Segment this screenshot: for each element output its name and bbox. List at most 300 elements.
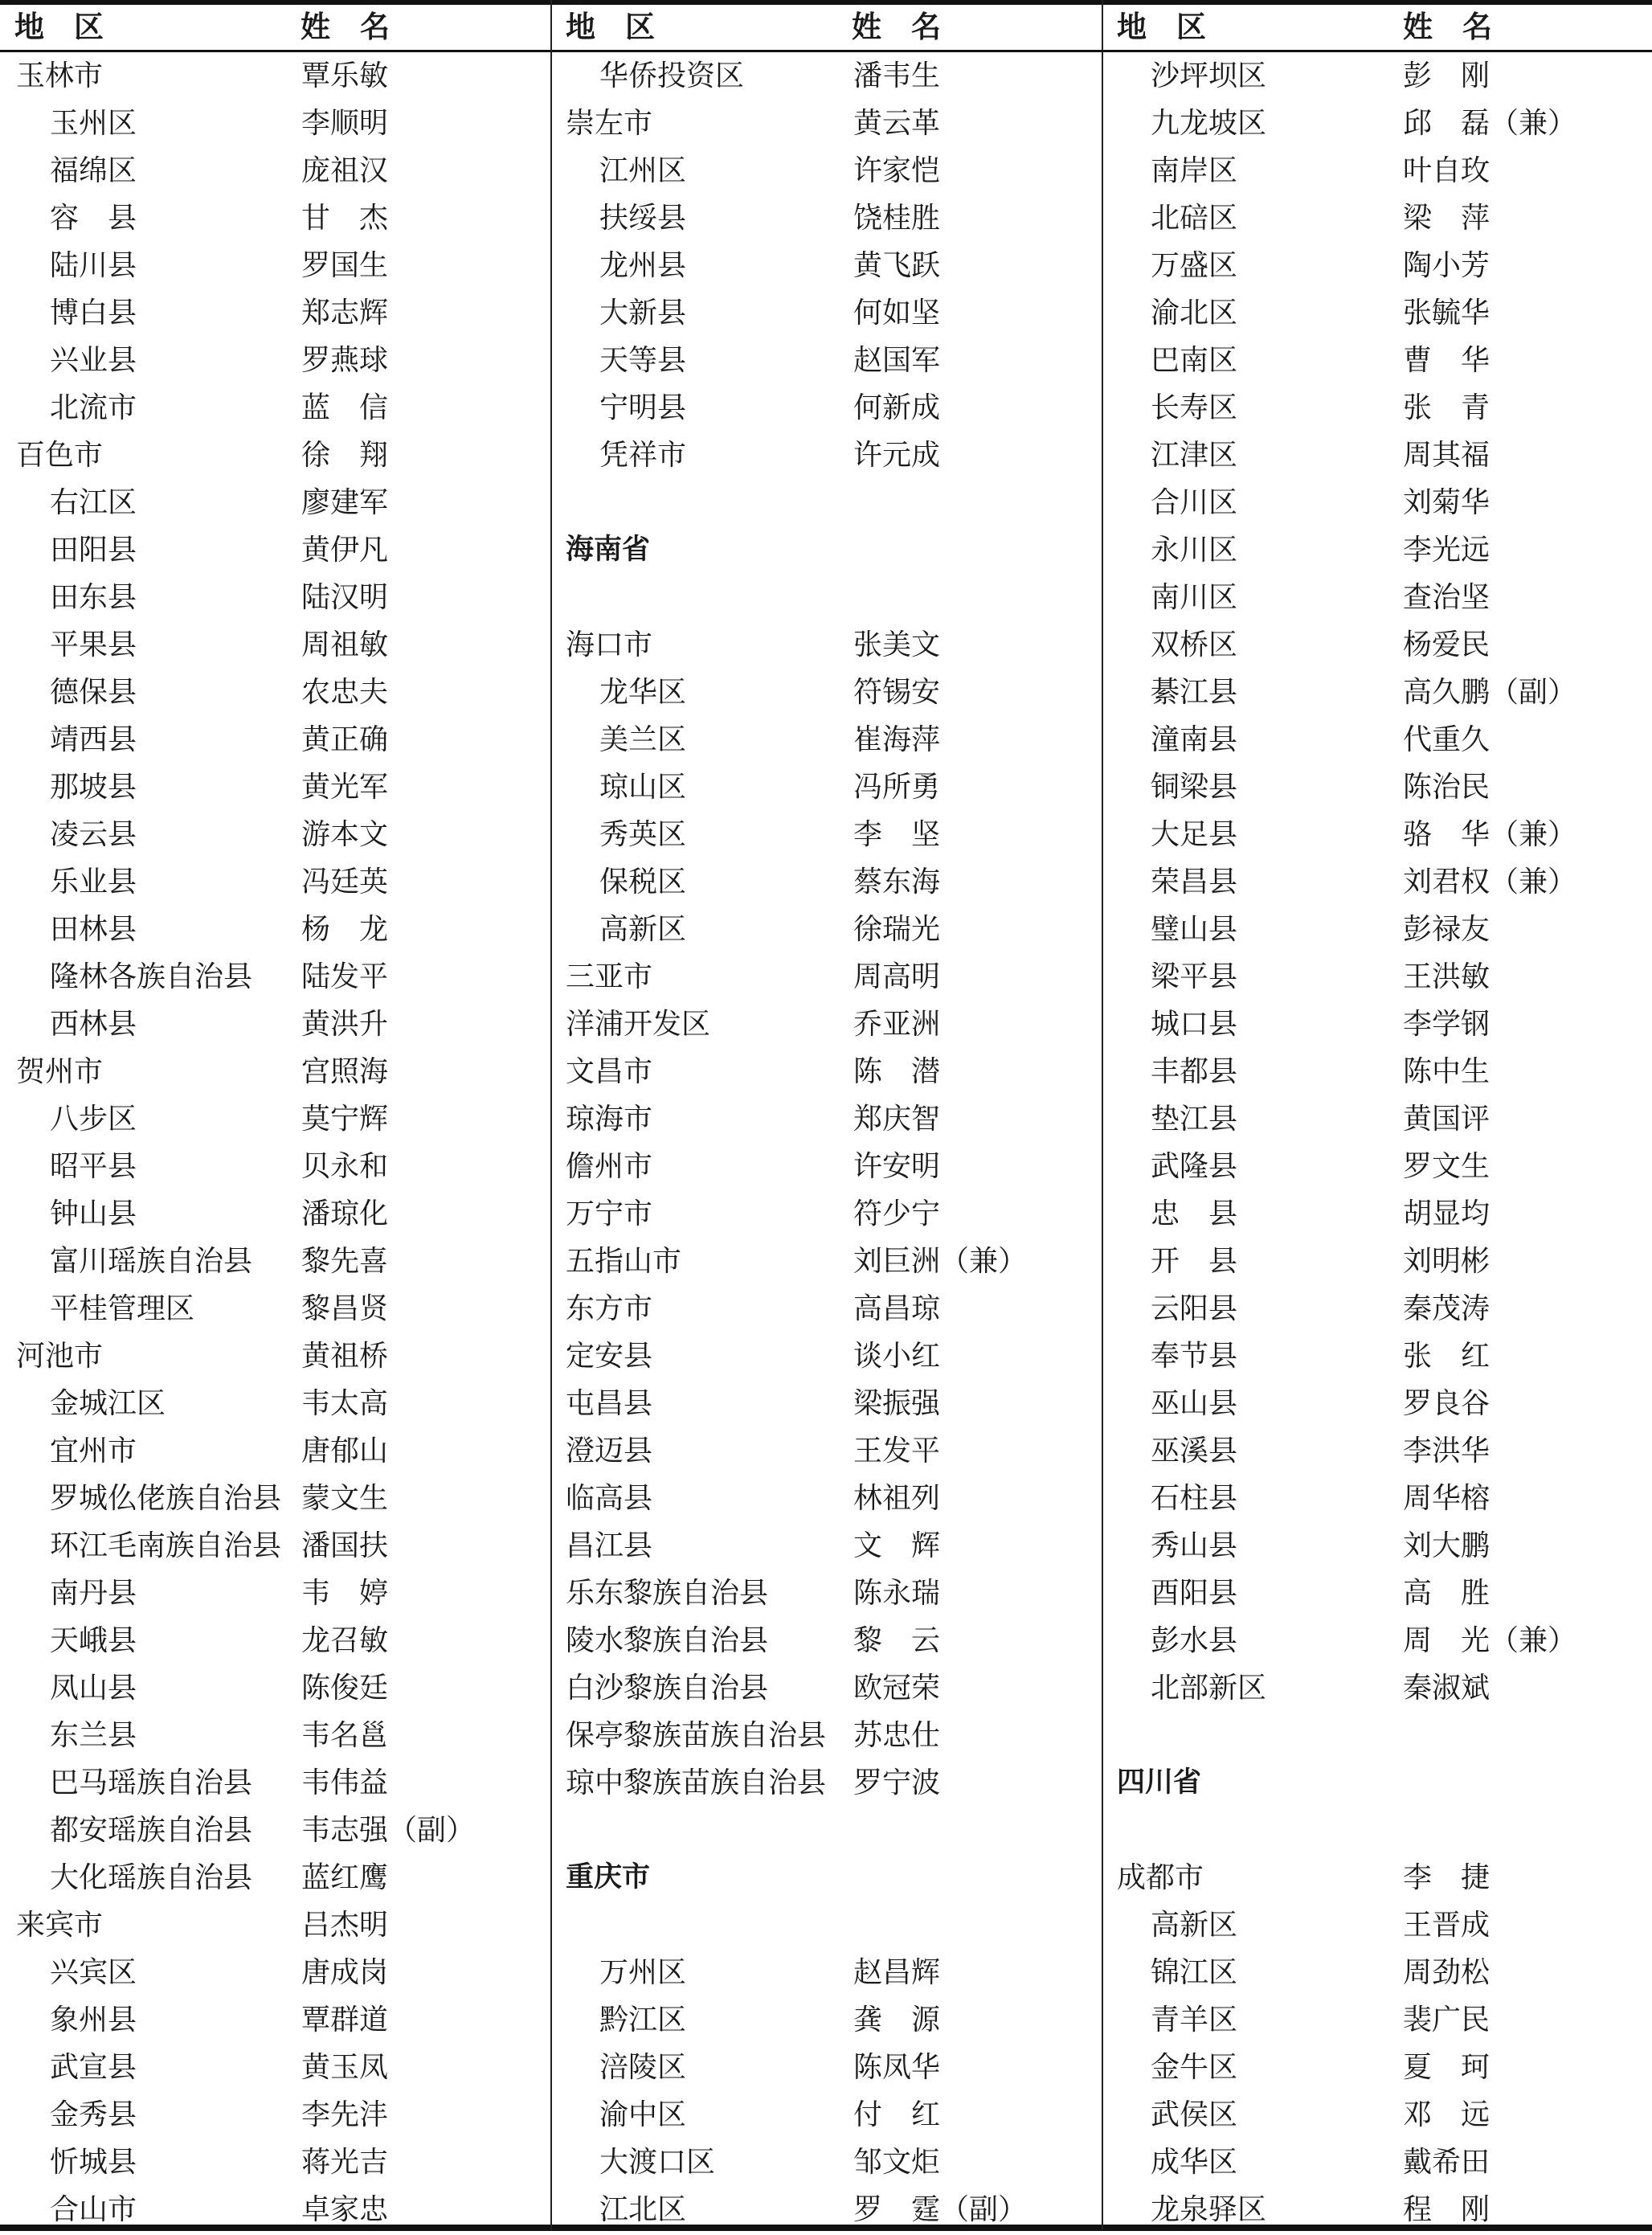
official-name: 莫宁辉 <box>301 1103 389 1136</box>
region-name: 潼南县 <box>1151 723 1238 756</box>
list-item <box>16 1522 538 1570</box>
region-name: 秀山县 <box>1151 1529 1238 1562</box>
list-item <box>1117 1949 1639 1996</box>
region-name: 黔江区 <box>599 2004 687 2036</box>
region-name: 合山市 <box>50 2193 137 2226</box>
list-item <box>1117 716 1639 763</box>
column-header-region: 地 区 <box>1117 10 1206 44</box>
official-name: 韦太高 <box>301 1387 389 1420</box>
official-name: 冯所勇 <box>853 771 941 804</box>
region-name: 容 县 <box>50 202 137 235</box>
official-name: 龙召敏 <box>301 1624 389 1657</box>
region-name: 乐业县 <box>50 866 137 899</box>
region-name: 丰都县 <box>1151 1055 1238 1088</box>
list-item <box>16 2044 538 2091</box>
official-name: 罗燕球 <box>301 344 389 377</box>
list-item <box>566 716 1088 763</box>
list-item <box>566 1380 1088 1427</box>
official-name: 庞祖汉 <box>301 154 389 187</box>
region-name: 巫溪县 <box>1151 1435 1238 1467</box>
list-item <box>16 1664 538 1712</box>
official-name: 骆 华（兼） <box>1403 818 1577 851</box>
list-item <box>1117 763 1639 811</box>
list-item <box>1117 1190 1639 1238</box>
region-name: 博白县 <box>50 297 137 330</box>
official-name: 罗良谷 <box>1403 1387 1490 1420</box>
column-header-name: 姓 名 <box>1403 10 1492 44</box>
list-item <box>566 1332 1088 1380</box>
list-item <box>566 2091 1088 2139</box>
list-item <box>16 242 538 289</box>
official-name: 欧冠荣 <box>853 1672 941 1705</box>
list-item <box>1117 479 1639 526</box>
list-item <box>16 1759 538 1807</box>
list-item <box>1117 858 1639 906</box>
list-item <box>1117 1901 1639 1949</box>
list-item <box>16 2186 538 2233</box>
region-name: 渝北区 <box>1151 297 1238 330</box>
official-name: 王发平 <box>853 1435 941 1467</box>
region-name: 田林县 <box>50 913 137 946</box>
region-name: 玉州区 <box>50 107 137 140</box>
official-name: 蔡东海 <box>853 866 941 899</box>
region-name: 武侯区 <box>1151 2098 1238 2131</box>
list-item <box>566 1522 1088 1570</box>
list-item <box>566 1664 1088 1712</box>
region-name: 河池市 <box>16 1340 104 1373</box>
official-name: 许安明 <box>853 1150 941 1183</box>
list-item <box>16 953 538 1001</box>
region-name: 沙坪坝区 <box>1151 59 1267 92</box>
list-item <box>16 621 538 669</box>
official-name: 陈 潜 <box>853 1055 941 1088</box>
official-name: 刘菊华 <box>1403 486 1490 519</box>
list-item <box>566 1996 1088 2044</box>
region-name: 綦江县 <box>1151 676 1238 709</box>
province-heading: 重庆市 <box>566 1861 651 1893</box>
official-name: 冯廷英 <box>301 866 389 899</box>
official-name: 乔亚洲 <box>853 1008 941 1041</box>
list-item <box>566 100 1088 147</box>
region-name: 洋浦开发区 <box>566 1008 711 1041</box>
official-name: 郑庆智 <box>853 1103 941 1136</box>
official-name: 高久鹏（副） <box>1403 676 1577 709</box>
directory-column-1 <box>16 52 538 2233</box>
region-name: 秀英区 <box>599 818 687 851</box>
official-name: 戴希田 <box>1403 2146 1490 2179</box>
official-name: 韦名邕 <box>301 1719 389 1752</box>
region-name: 金秀县 <box>50 2098 137 2131</box>
official-name: 廖建军 <box>301 486 389 519</box>
official-name: 林祖列 <box>853 1482 941 1515</box>
list-item <box>1117 1143 1639 1190</box>
list-item <box>16 2139 538 2186</box>
list-item <box>566 1759 1088 1807</box>
official-name: 查治坚 <box>1403 581 1490 614</box>
official-name: 许元成 <box>853 439 941 472</box>
region-name: 东兰县 <box>50 1719 137 1752</box>
region-name: 定安县 <box>566 1340 653 1373</box>
official-name: 黄伊凡 <box>301 534 389 567</box>
directory-column-2 <box>566 52 1088 2233</box>
official-name: 文 辉 <box>853 1529 941 1562</box>
region-name: 高新区 <box>1151 1909 1238 1942</box>
list-item <box>566 337 1088 384</box>
region-name: 奉节县 <box>1151 1340 1238 1373</box>
official-name: 陶小芳 <box>1403 249 1490 282</box>
list-item <box>1117 1238 1639 1285</box>
region-name: 巴南区 <box>1151 344 1238 377</box>
region-name: 南丹县 <box>50 1577 137 1610</box>
list-item <box>566 2044 1088 2091</box>
list-item <box>1117 1285 1639 1332</box>
list-item <box>1117 953 1639 1001</box>
region-name: 锦江区 <box>1151 1956 1238 1989</box>
list-item <box>1117 811 1639 858</box>
region-name: 成华区 <box>1151 2146 1238 2179</box>
official-name: 罗文生 <box>1403 1150 1490 1183</box>
region-name: 来宾市 <box>16 1909 104 1942</box>
list-item <box>1117 147 1639 194</box>
region-name: 琼中黎族苗族自治县 <box>566 1766 827 1799</box>
list-item <box>566 669 1088 716</box>
official-name: 李光远 <box>1403 534 1490 567</box>
official-name: 黎 云 <box>853 1624 941 1657</box>
official-name: 叶自玫 <box>1403 154 1490 187</box>
region-name: 靖西县 <box>50 723 137 756</box>
region-name: 平果县 <box>50 628 137 661</box>
region-name: 云阳县 <box>1151 1292 1238 1325</box>
official-name: 陈中生 <box>1403 1055 1490 1088</box>
region-name: 贺州市 <box>16 1055 104 1088</box>
list-item <box>16 1095 538 1143</box>
official-name: 李 捷 <box>1403 1861 1490 1894</box>
list-item <box>566 1238 1088 1285</box>
column-header-name: 姓 名 <box>852 10 941 44</box>
list-item <box>1117 432 1639 479</box>
list-item <box>1117 906 1639 953</box>
region-name: 璧山县 <box>1151 913 1238 946</box>
official-name: 蓝红鹰 <box>301 1861 389 1894</box>
region-name: 城口县 <box>1151 1008 1238 1041</box>
official-name: 许家恺 <box>853 154 941 187</box>
region-name: 彭水县 <box>1151 1624 1238 1657</box>
official-name: 黎昌贤 <box>301 1292 389 1325</box>
official-name: 陆汉明 <box>301 581 389 614</box>
official-name: 张 青 <box>1403 391 1490 424</box>
official-name: 何新成 <box>853 391 941 424</box>
list-item <box>1117 669 1639 716</box>
official-name: 苏忠仕 <box>853 1719 941 1752</box>
region-name: 罗城仫佬族自治县 <box>50 1482 282 1515</box>
official-name: 蓝 信 <box>301 391 389 424</box>
region-name: 陵水黎族自治县 <box>566 1624 769 1657</box>
official-name: 陈凤华 <box>853 2051 941 2084</box>
list-item <box>566 1949 1088 1996</box>
region-name: 成都市 <box>1117 1861 1204 1894</box>
official-name: 夏 珂 <box>1403 2051 1490 2084</box>
official-name: 黄祖桥 <box>301 1340 389 1373</box>
list-item <box>16 1001 538 1048</box>
official-name: 游本文 <box>301 818 389 851</box>
region-name: 白沙黎族自治县 <box>566 1672 769 1705</box>
official-name: 张美文 <box>853 628 941 661</box>
list-item <box>16 432 538 479</box>
list-item <box>16 526 538 574</box>
list-item <box>566 242 1088 289</box>
region-name: 华侨投资区 <box>599 59 745 92</box>
region-name: 富川瑶族自治县 <box>50 1245 253 1278</box>
official-name: 刘君权（兼） <box>1403 866 1577 899</box>
list-item <box>1117 1332 1639 1380</box>
region-name: 福绵区 <box>50 154 137 187</box>
official-name: 何如坚 <box>853 297 941 330</box>
official-name: 梁振强 <box>853 1387 941 1420</box>
region-name: 江津区 <box>1151 439 1238 472</box>
region-name: 龙泉驿区 <box>1151 2193 1267 2226</box>
province-heading-row <box>566 526 1088 574</box>
region-name: 石柱县 <box>1151 1482 1238 1515</box>
list-item <box>1117 1475 1639 1522</box>
official-name: 黄玉凤 <box>301 2051 389 2084</box>
region-name: 万盛区 <box>1151 249 1238 282</box>
province-heading-row <box>1117 1759 1639 1807</box>
region-name: 万州区 <box>599 1956 687 1989</box>
official-name: 高 胜 <box>1403 1577 1490 1610</box>
list-item <box>16 1143 538 1190</box>
region-name: 北碚区 <box>1151 202 1238 235</box>
official-name: 龚 源 <box>853 2004 941 2036</box>
region-name: 涪陵区 <box>599 2051 687 2084</box>
region-name: 天峨县 <box>50 1624 137 1657</box>
official-name: 邹文炬 <box>853 2146 941 2179</box>
region-name: 那坡县 <box>50 771 137 804</box>
province-heading: 四川省 <box>1117 1766 1202 1799</box>
province-heading: 海南省 <box>566 534 651 566</box>
list-item <box>16 1332 538 1380</box>
region-name: 万宁市 <box>566 1197 653 1230</box>
official-name: 裴广民 <box>1403 2004 1490 2036</box>
list-item <box>566 763 1088 811</box>
official-name: 邓 远 <box>1403 2098 1490 2131</box>
official-name: 潘韦生 <box>853 59 941 92</box>
region-name: 兴业县 <box>50 344 137 377</box>
official-name: 农忠夫 <box>301 676 389 709</box>
official-name: 罗 霆（副） <box>853 2193 1028 2226</box>
official-name: 秦淑斌 <box>1403 1672 1490 1705</box>
directory-column-3 <box>1117 52 1639 2233</box>
official-name: 黄飞跃 <box>853 249 941 282</box>
official-name: 彭禄友 <box>1403 913 1490 946</box>
region-name: 百色市 <box>16 439 104 472</box>
official-name: 胡显均 <box>1403 1197 1490 1230</box>
region-name: 金城江区 <box>50 1387 166 1420</box>
region-name: 南岸区 <box>1151 154 1238 187</box>
list-item <box>1117 242 1639 289</box>
region-name: 双桥区 <box>1151 628 1238 661</box>
list-item <box>1117 1427 1639 1475</box>
list-item <box>566 858 1088 906</box>
region-name: 乐东黎族自治县 <box>566 1577 769 1610</box>
list-item <box>16 337 538 384</box>
region-name: 田阳县 <box>50 534 137 567</box>
list-item <box>16 1712 538 1759</box>
official-name: 刘大鹏 <box>1403 1529 1490 1562</box>
region-name: 武宣县 <box>50 2051 137 2084</box>
list-item <box>16 1427 538 1475</box>
region-name: 宁明县 <box>599 391 687 424</box>
list-item <box>16 2091 538 2139</box>
region-name: 九龙坡区 <box>1151 107 1267 140</box>
list-item <box>1117 384 1639 432</box>
list-item <box>1117 289 1639 337</box>
list-item <box>1117 337 1639 384</box>
region-name: 大足县 <box>1151 818 1238 851</box>
list-item <box>16 858 538 906</box>
region-name: 玉林市 <box>16 59 104 92</box>
region-name: 保税区 <box>599 866 687 899</box>
region-name: 隆林各族自治县 <box>50 960 253 993</box>
region-name: 江州区 <box>599 154 687 187</box>
list-item <box>16 1570 538 1617</box>
official-name: 周劲松 <box>1403 1956 1490 1989</box>
region-name: 儋州市 <box>566 1150 653 1183</box>
list-item <box>16 763 538 811</box>
official-name: 周祖敏 <box>301 628 389 661</box>
region-name: 德保县 <box>50 676 137 709</box>
spacer-row <box>566 1901 1088 1949</box>
official-name: 刘巨洲（兼） <box>853 1245 1028 1278</box>
list-item <box>16 194 538 242</box>
region-name: 天等县 <box>599 344 687 377</box>
region-name: 梁平县 <box>1151 960 1238 993</box>
region-name: 渝中区 <box>599 2098 687 2131</box>
region-name: 大新县 <box>599 297 687 330</box>
list-item <box>16 669 538 716</box>
official-name: 周高明 <box>853 960 941 993</box>
region-name: 昌江县 <box>566 1529 653 1562</box>
list-item <box>1117 100 1639 147</box>
official-name: 周华榕 <box>1403 1482 1490 1515</box>
list-item <box>16 384 538 432</box>
region-name: 琼海市 <box>566 1103 653 1136</box>
list-item <box>566 953 1088 1001</box>
official-name: 高昌琼 <box>853 1292 941 1325</box>
official-name: 符少宁 <box>853 1197 941 1230</box>
region-name: 海口市 <box>566 628 653 661</box>
region-name: 凌云县 <box>50 818 137 851</box>
region-name: 澄迈县 <box>566 1435 653 1467</box>
official-name: 罗宁波 <box>853 1766 941 1799</box>
list-item <box>1117 526 1639 574</box>
official-name: 罗国生 <box>301 249 389 282</box>
official-name: 谈小红 <box>853 1340 941 1373</box>
spacer-row <box>1117 1807 1639 1854</box>
official-name: 杨爱民 <box>1403 628 1490 661</box>
list-item <box>16 1996 538 2044</box>
list-item <box>566 1143 1088 1190</box>
column-header-name: 姓 名 <box>301 10 390 44</box>
list-item <box>1117 1617 1639 1664</box>
region-name: 大化瑶族自治县 <box>50 1861 253 1894</box>
region-name: 平桂管理区 <box>50 1292 195 1325</box>
list-item <box>16 100 538 147</box>
official-name: 李洪华 <box>1403 1435 1490 1467</box>
list-item <box>16 1238 538 1285</box>
region-name: 崇左市 <box>566 107 653 140</box>
official-name: 张 红 <box>1403 1340 1490 1373</box>
region-name: 巫山县 <box>1151 1387 1238 1420</box>
region-name: 西林县 <box>50 1008 137 1041</box>
region-name: 宜州市 <box>50 1435 137 1467</box>
official-name: 韦伟益 <box>301 1766 389 1799</box>
list-item <box>16 906 538 953</box>
official-name: 黄国评 <box>1403 1103 1490 1136</box>
list-item <box>1117 1996 1639 2044</box>
official-name: 甘 杰 <box>301 202 389 235</box>
list-item <box>16 52 538 100</box>
list-item <box>566 289 1088 337</box>
region-name: 文昌市 <box>566 1055 653 1088</box>
list-item <box>1117 1048 1639 1095</box>
region-name: 环江毛南族自治县 <box>50 1529 282 1562</box>
official-name: 陈俊廷 <box>301 1672 389 1705</box>
region-name: 美兰区 <box>599 723 687 756</box>
official-name: 徐瑞光 <box>853 913 941 946</box>
list-item <box>16 1949 538 1996</box>
official-name: 韦 婷 <box>301 1577 389 1610</box>
list-item <box>566 2139 1088 2186</box>
list-item <box>1117 194 1639 242</box>
region-name: 铜梁县 <box>1151 771 1238 804</box>
official-name: 潘琼化 <box>301 1197 389 1230</box>
list-item <box>16 1190 538 1238</box>
list-item <box>566 384 1088 432</box>
region-name: 巴马瑶族自治县 <box>50 1766 253 1799</box>
official-name: 黄云革 <box>853 107 941 140</box>
official-name: 徐 翔 <box>301 439 389 472</box>
official-name: 饶桂胜 <box>853 202 941 235</box>
list-item <box>16 147 538 194</box>
region-name: 临高县 <box>566 1482 653 1515</box>
official-name: 卓家忠 <box>301 2193 389 2226</box>
region-name: 钟山县 <box>50 1197 137 1230</box>
list-item <box>16 574 538 621</box>
list-item <box>566 147 1088 194</box>
list-item <box>566 1475 1088 1522</box>
list-item <box>1117 2044 1639 2091</box>
official-name: 潘国扶 <box>301 1529 389 1562</box>
list-item <box>1117 1095 1639 1143</box>
official-name: 李顺明 <box>301 107 389 140</box>
spacer-row <box>1117 1712 1639 1759</box>
province-heading-row <box>566 1854 1088 1901</box>
list-item <box>1117 574 1639 621</box>
list-item <box>566 52 1088 100</box>
official-name: 陆发平 <box>301 960 389 993</box>
official-name: 王晋成 <box>1403 1909 1490 1942</box>
column-header-region: 地 区 <box>566 10 655 44</box>
list-item <box>566 906 1088 953</box>
region-name: 东方市 <box>566 1292 653 1325</box>
official-name: 周 光（兼） <box>1403 1624 1577 1657</box>
official-name: 赵国军 <box>853 344 941 377</box>
official-name: 崔海萍 <box>853 723 941 756</box>
list-item <box>16 1285 538 1332</box>
official-name: 彭 刚 <box>1403 59 1490 92</box>
list-item <box>16 1901 538 1949</box>
official-name: 赵昌辉 <box>853 1956 941 1989</box>
